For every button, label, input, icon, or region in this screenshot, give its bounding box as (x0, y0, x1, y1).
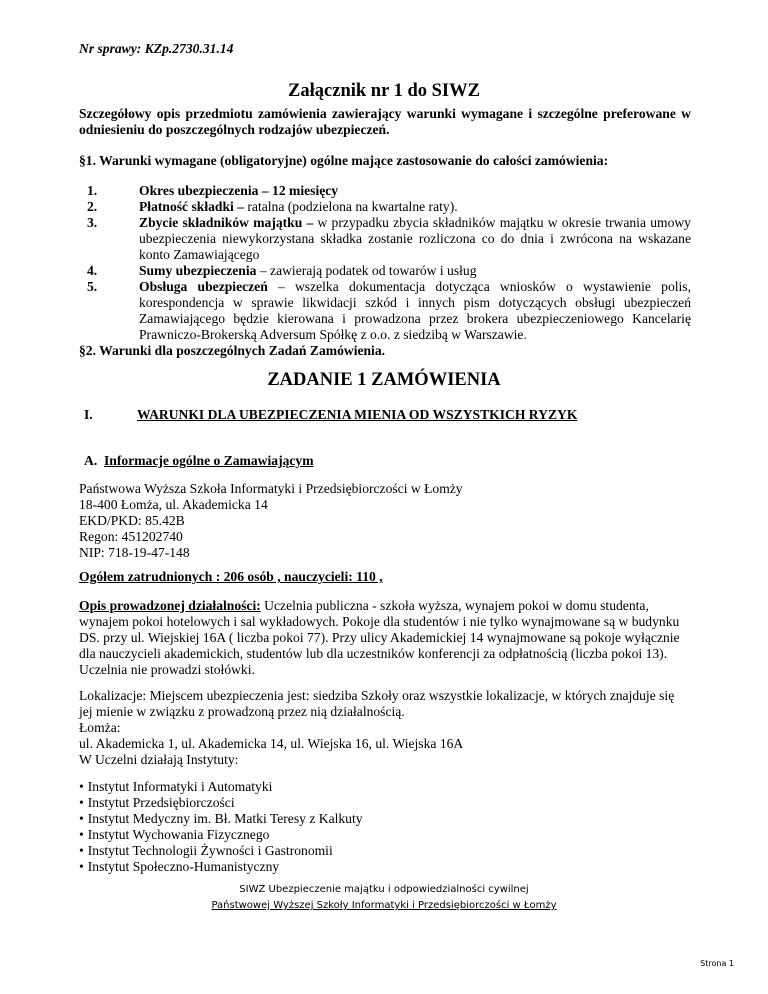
section2-heading: §2. Warunki dla poszczególnych Zadań Zamówienia. (79, 343, 386, 358)
section-a-letter: A. (84, 453, 98, 468)
section-a-title: Informacje ogólne o Zamawiającym (104, 453, 314, 468)
activity-label: Opis prowadzonej działalności: (79, 598, 261, 613)
lead-paragraph: Szczegółowy opis przedmiotu zamówienia zawierający warunki wymagane i szczególne preferowane w odniesieniu do poszczególnych rodzajów ubezpieczeń. (79, 106, 691, 137)
section1-heading: §1. Warunki wymagane (obligatoryjne) ogólne mające zastosowanie do całości zamówienia: (79, 153, 609, 168)
info-line: Państwowa Wyższa Szkoła Informatyki i Przedsiębiorczości w Łomży (79, 481, 463, 496)
section-a-heading (84, 453, 314, 469)
institutes-list (79, 779, 363, 875)
locations-line: Lokalizacje: Miejscem ubezpieczenia jest: siedziba Szkoły oraz wszystkie lokalizacje, w których znajduje się jej mienie w związku z prowadzoną przez nią działalnością. (79, 688, 675, 719)
footer-line-1: SIWZ Ubezpieczenie majątku i odpowiedzialności cywilnej (239, 884, 529, 895)
locations (79, 688, 691, 768)
contractor-info (79, 481, 719, 561)
part-title: WARUNKI DLA UBEZPIECZENIA MIENIA OD WSZYSTKICH RYZYK (137, 407, 578, 422)
locations-line: Łomża: (79, 720, 121, 735)
activity-description (79, 598, 691, 678)
footer-line-2: Państwowej Wyższej Szkoły Informatyki i Przedsiębiorczości w Łomży (211, 900, 557, 911)
list-item: • Instytut Medyczny im. Bł. Matki Teresy z Kalkuty (79, 811, 363, 827)
list-item: 2. Płatność składki – ratalna (podzielona na kwartalne raty). (87, 199, 458, 214)
info-line: NIP: 718-19-47-148 (79, 545, 190, 560)
locations-line: ul. Akademicka 1, ul. Akademicka 14, ul. Wiejska 16, ul. Wiejska 16A (79, 736, 464, 751)
list-item: • Instytut Technologii Żywności i Gastronomii (79, 843, 363, 859)
list-item: 4. Sumy ubezpieczenia – zawierają podatek od towarów i usług (87, 263, 477, 278)
page-number: Strona 1 (700, 959, 734, 968)
list-item: • Instytut Przedsiębiorczości (79, 795, 363, 811)
list-item: • Instytut Informatyki i Automatyki (79, 779, 363, 795)
part-numeral: I. (84, 407, 93, 422)
info-line: 18-400 Łomża, ul. Akademicka 14 (79, 497, 268, 512)
info-line: Regon: 451202740 (79, 529, 183, 544)
list-item: 3. Zbycie składników majątku – w przypadku zbycia składników majątku w okresie trwania umowy ubezpieczenia niewykorzystana składka zostanie rozliczona co do dnia i zwrócona na wskazane konto Zamawiającego (87, 215, 691, 262)
case-number: Nr sprawy: KZp.2730.31.14 (79, 41, 234, 56)
zadanie-heading: ZADANIE 1 ZAMÓWIENIA (267, 370, 501, 390)
conditions-list (79, 183, 691, 343)
list-item: 5. Obsługa ubezpieczeń – wszelka dokumentacja dotycząca wniosków o wystawienie polis, korespondencja w sprawie likwidacji szkód i innych pism dotyczących obsługi ubezpieczeń Zamawiającego będzie kierowana i prowadzona przez brokera ubezpieczeniowego Kancelarię Prawniczo-Brokerską Adversum Spółkę z o.o. z siedzibą w Warszawie. (87, 279, 691, 342)
staff-count: Ogółem zatrudnionych : 206 osób , nauczycieli: 110 , (79, 569, 383, 584)
page-title: Załącznik nr 1 do SIWZ (288, 81, 480, 101)
locations-line: W Uczelni działają Instytuty: (79, 752, 239, 767)
list-item: • Instytut Wychowania Fizycznego (79, 827, 363, 843)
info-line: EKD/PKD: 85.42B (79, 513, 185, 528)
activity-text: Uczelnia publiczna - szkoła wyższa, wynajem pokoi w domu studenta, wynajem pokoi hotelowych i sal wykładowych. Pokoje dla studentów i nie tylko wynajmowane są w budynku DS. przy ul. Wiejskiej 16A ( liczba pokoi 77). Przy ulicy Akademickiej 14 wynajmowane są pokoje wyłącznie dla nauczycieli akademickich, studentów lub dla uczestników konferencji za odpłatnością (liczba pokoi 13). Uczelnia nie prowadzi stołówki. (79, 598, 680, 677)
page-footer (0, 882, 768, 914)
list-item: • Instytut Społeczno-Humanistyczny (79, 859, 363, 875)
list-item: 1. Okres ubezpieczenia – 12 miesięcy (87, 183, 339, 198)
